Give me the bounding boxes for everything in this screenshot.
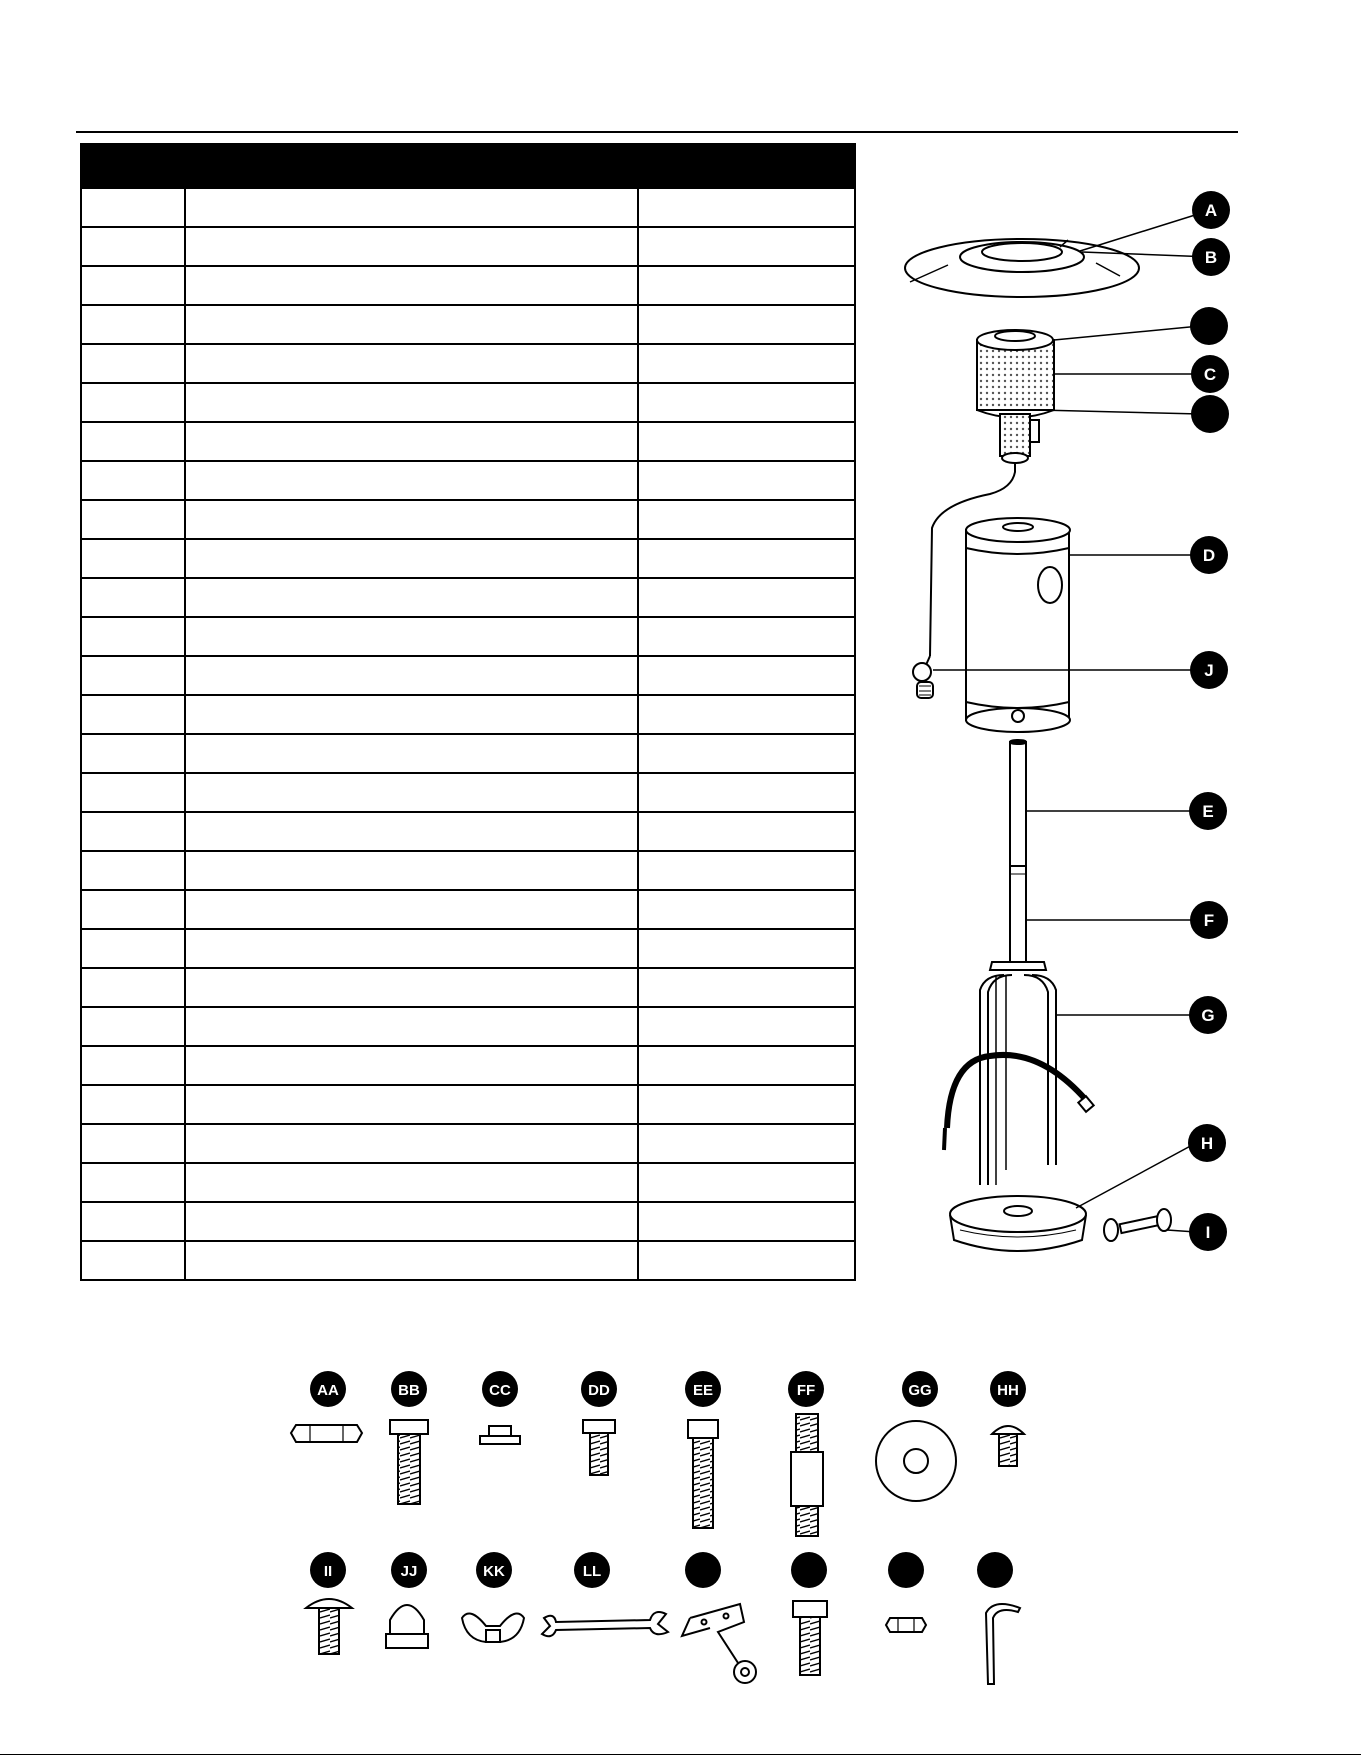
coupling-ff-drawing bbox=[791, 1414, 823, 1536]
callout-h bbox=[1188, 1124, 1226, 1162]
control-valve-part bbox=[913, 656, 933, 698]
svg-text:B: B bbox=[1204, 248, 1218, 267]
small-nut-drawing bbox=[886, 1618, 926, 1632]
callout-d bbox=[1190, 536, 1228, 574]
hardware-badge-ll bbox=[574, 1552, 610, 1588]
svg-text:HH: HH bbox=[997, 1382, 1019, 1399]
flange-nut-cc-drawing bbox=[480, 1426, 520, 1444]
svg-text:G: G bbox=[1201, 1006, 1215, 1025]
hardware-badge-unlabeled-4 bbox=[977, 1552, 1013, 1588]
part-callouts bbox=[1188, 191, 1230, 1251]
hardware-row-2 bbox=[310, 1552, 1013, 1588]
l-key-drawing bbox=[986, 1604, 1020, 1684]
hardware-badge-unlabeled-3 bbox=[888, 1552, 924, 1588]
callout-unlabeled-2 bbox=[1191, 395, 1229, 433]
hex-nut-aa-drawing bbox=[291, 1425, 362, 1442]
screw-hh-drawing bbox=[992, 1426, 1024, 1466]
callout-f bbox=[1190, 901, 1228, 939]
svg-text:D: D bbox=[1202, 546, 1216, 565]
hex-bolt-ee-drawing bbox=[688, 1420, 718, 1528]
hardware-badge-gg bbox=[902, 1371, 938, 1407]
hardware-badge-hh bbox=[990, 1371, 1026, 1407]
svg-text:EE: EE bbox=[692, 1382, 714, 1399]
screw-ii-drawing bbox=[306, 1599, 352, 1654]
svg-text:GG: GG bbox=[908, 1382, 932, 1399]
poles-part bbox=[1010, 740, 1026, 968]
hardware-badge-ii bbox=[310, 1552, 346, 1588]
callout-a bbox=[1192, 191, 1230, 229]
washer-gg-drawing bbox=[876, 1421, 956, 1501]
svg-text:I: I bbox=[1205, 1223, 1211, 1242]
svg-text:DD: DD bbox=[588, 1382, 610, 1399]
svg-text:BB: BB bbox=[398, 1382, 420, 1399]
hex-bolt-drawing bbox=[793, 1601, 827, 1675]
callout-unlabeled-1 bbox=[1190, 307, 1228, 345]
svg-text:CC: CC bbox=[489, 1382, 511, 1399]
hardware-badge-bb bbox=[391, 1371, 427, 1407]
bracket-drawing bbox=[682, 1604, 756, 1683]
callout-i bbox=[1189, 1213, 1227, 1251]
svg-text:II: II bbox=[323, 1563, 333, 1580]
hardware-badge-unlabeled-1 bbox=[685, 1552, 721, 1588]
svg-text:AA: AA bbox=[317, 1382, 339, 1399]
base-part bbox=[950, 1196, 1086, 1251]
svg-text:H: H bbox=[1200, 1134, 1214, 1153]
reflector-part bbox=[905, 239, 1139, 297]
svg-text:C: C bbox=[1203, 365, 1217, 384]
svg-text:KK: KK bbox=[483, 1563, 505, 1580]
callout-j bbox=[1190, 651, 1228, 689]
hardware-badge-ff bbox=[788, 1371, 824, 1407]
svg-text:J: J bbox=[1204, 661, 1214, 680]
svg-text:FF: FF bbox=[796, 1382, 816, 1399]
callout-b bbox=[1192, 238, 1230, 276]
hex-bolt-bb-drawing bbox=[390, 1420, 428, 1504]
gas-hose-part bbox=[944, 1055, 1094, 1150]
wrench-ll-drawing bbox=[542, 1612, 668, 1636]
hardware-badge-aa bbox=[310, 1371, 346, 1407]
callout-e bbox=[1189, 792, 1227, 830]
hardware-badge-cc bbox=[482, 1371, 518, 1407]
footer-rule bbox=[0, 1754, 1361, 1755]
cap-nut-jj-drawing bbox=[386, 1605, 428, 1648]
callout-c bbox=[1191, 355, 1229, 393]
hex-bolt-dd-drawing bbox=[583, 1420, 615, 1475]
svg-text:JJ: JJ bbox=[400, 1563, 418, 1580]
wheel-axle-part bbox=[1104, 1209, 1171, 1241]
svg-text:A: A bbox=[1204, 201, 1218, 220]
hardware-badge-jj bbox=[391, 1552, 427, 1588]
hardware-badge-dd bbox=[581, 1371, 617, 1407]
hardware-badge-kk bbox=[476, 1552, 512, 1588]
svg-text:F: F bbox=[1203, 911, 1215, 930]
hardware-badge-unlabeled-2 bbox=[791, 1552, 827, 1588]
hardware-badge-ee bbox=[685, 1371, 721, 1407]
hardware-row-1 bbox=[310, 1371, 1026, 1407]
svg-text:LL: LL bbox=[582, 1563, 602, 1580]
wing-nut-kk-drawing bbox=[462, 1614, 524, 1643]
callout-g bbox=[1189, 996, 1227, 1034]
legs-part bbox=[980, 962, 1056, 1185]
housing-part bbox=[966, 518, 1070, 732]
svg-text:E: E bbox=[1202, 802, 1214, 821]
